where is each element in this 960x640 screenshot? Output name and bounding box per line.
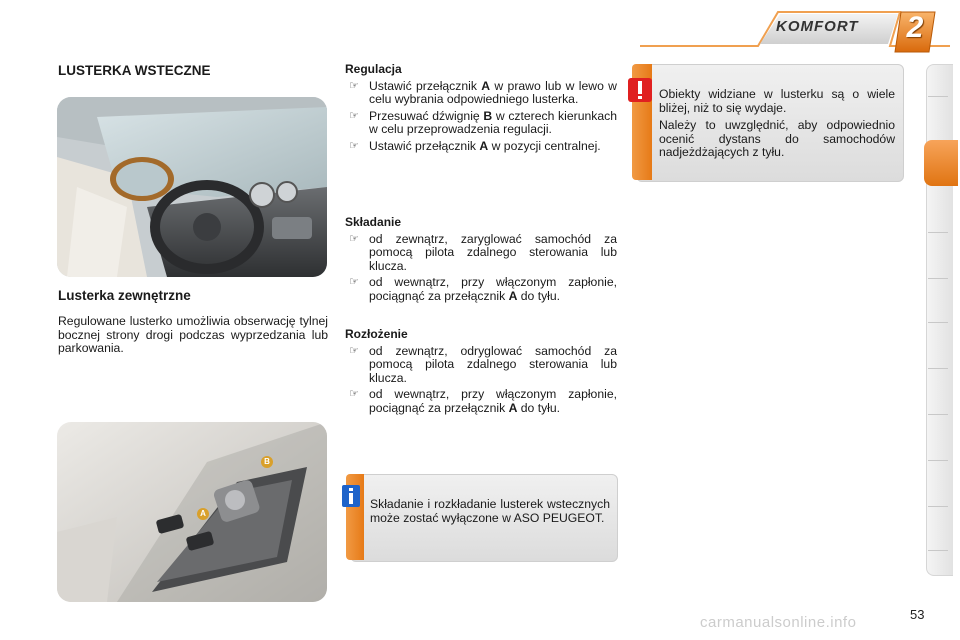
list-item: ☞ Przesuwać dźwignię B w czterech kierunkach w celu przeprowadzenia regulacji. [349,108,617,137]
info-icon [342,485,360,507]
label-a-icon: A [197,508,209,520]
tab-divider [928,550,948,551]
mirror-switch-photo [57,422,327,602]
tab-divider [928,460,948,461]
exclamation-icon [628,78,652,102]
warning-paragraph-2: Należy to uwzględnić, aby odpowiednio ocenić dystans do samochodów nadjeżdżających z tyłu. [659,118,895,160]
tab-divider [928,232,948,233]
watermark: carmanualsonline.info [700,614,857,631]
tab-divider [928,96,948,97]
subheading-exterior-mirrors: Lusterka zewnętrzne [58,288,191,303]
pointing-hand-icon: ☞ [349,139,359,152]
pointing-hand-icon: ☞ [349,388,359,401]
folding-heading: Składanie [345,215,402,229]
tab-active-chapter[interactable] [924,140,958,186]
list-item: ☞ od zewnątrz, zaryglować samochód za pomocą pilota zdalnego sterowania lub klucza. [349,231,617,273]
section-title: LUSTERKA WSTECZNE [58,63,211,78]
label-b-icon: B [261,456,273,468]
page-number: 53 [910,607,925,622]
exterior-mirrors-paragraph: Regulowane lusterko umożliwia obserwację tylnej bocznej strony drogi podczas wyprzedzania lub parkowania. [58,314,328,356]
chapter-title: KOMFORT [776,18,859,35]
info-text: Składanie i rozkładanie lusterek wstecznych może zostać wyłączone w ASO PEUGEOT. [370,497,610,525]
tab-divider [928,506,948,507]
tab-divider [928,368,948,369]
pointing-hand-icon: ☞ [349,109,359,122]
tab-divider [928,322,948,323]
car-interior-photo [57,97,327,277]
warning-paragraph-1: Obiekty widziane w lusterku są o wiele bliżej, niż to się wydaje. [659,87,895,115]
adjustment-section [345,63,617,157]
list-item: ☞ od wewnątrz, przy włączonym zapłonie, pociągnąć za przełącznik A do tyłu. [349,387,617,415]
list-item: ☞ Ustawić przełącznik A w prawo lub w lewo w celu wybrania odpowiedniego lusterka. [349,78,617,107]
list-item: ☞ od zewnątrz, odryglować samochód za pomocą pilota zdalnego sterowania lub klucza. [349,343,617,385]
tab-divider [928,278,948,279]
unfolding-heading: Rozłożenie [345,327,408,341]
list-item: ☞ Ustawić przełącznik A w pozycji centralnej. [349,138,601,153]
tab-divider [928,414,948,415]
pointing-hand-icon: ☞ [349,232,359,245]
folding-section [345,216,617,307]
warning-text [659,88,895,160]
adjustment-heading: Regulacja [345,62,402,76]
chapter-number: 2 [906,11,924,44]
pointing-hand-icon: ☞ [349,344,359,357]
pointing-hand-icon: ☞ [349,276,359,289]
unfolding-section [345,328,617,419]
pointing-hand-icon: ☞ [349,79,359,92]
list-item: ☞ od wewnątrz, przy włączonym zapłonie, pociągnąć za przełącznik A do tyłu. [349,275,617,303]
